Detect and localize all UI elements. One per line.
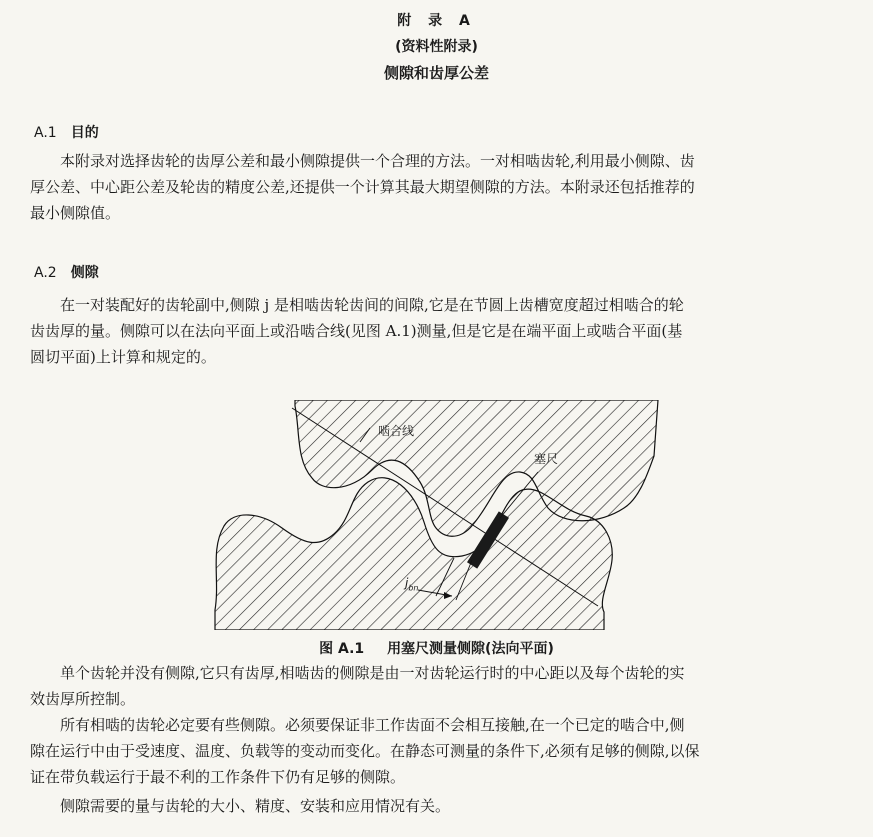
figure-title: 用塞尺测量侧隙(法向平面) [387,641,554,657]
label-backlash [405,576,419,592]
section-paragraph-a2 [30,292,846,370]
backlash-subscript: bn [408,583,419,593]
body-paragraph [30,660,846,712]
section-number: A.1 [34,125,57,141]
body-paragraph [30,793,846,819]
section-title: 目的 [70,125,99,141]
paragraph-line: 在一对装配好的齿轮副中,侧隙 j 是相啮齿轮齿间的间隙,它是在节圆上齿槽宽度超过相啮合的轮 [60,296,684,314]
lower-gear-body [215,478,612,630]
section-title: 侧隙 [70,265,99,281]
paragraph-line: 最小侧隙值。 [30,204,121,222]
paragraph-line: 效齿厚所控制。 [30,690,136,708]
section-heading-a2 [34,262,99,282]
section-number: A.2 [34,265,57,281]
figure-number: 图 A.1 [319,641,365,657]
paragraph-line: 证在带负载运行于最不利的工作条件下仍有足够的侧隙。 [30,768,406,786]
appendix-heading: 侧隙和齿厚公差 [383,64,489,82]
body-paragraph [30,712,846,790]
figure-gear-backlash [200,400,680,630]
paragraph-line: 侧隙需要的量与齿轮的大小、精度、安装和应用情况有关。 [60,797,451,815]
label-line-of-action: 啮合线 [378,424,415,438]
figure-caption [0,638,873,658]
label-feeler-gauge: 塞尺 [534,452,559,466]
backlash-symbol: j [405,576,409,590]
appendix-title: 附 录 A [397,13,476,29]
section-paragraph-a1 [30,148,846,226]
gear-mesh-drawing [200,400,680,630]
paragraph-line: 厚公差、中心距公差及轮齿的精度公差,还提供一个计算其最大期望侧隙的方法。本附录还包括推荐的 [30,178,695,196]
paragraph-line: 齿齿厚的量。侧隙可以在法向平面上或沿啮合线(见图 A.1)测量,但是它是在端平面上或啮合平面(基 [30,322,683,340]
section-heading-a1 [34,122,99,142]
paragraph-line: 单个齿轮并没有侧隙,它只有齿厚,相啮齿的侧隙是由一对齿轮运行时的中心距以及每个齿轮的实 [60,664,685,682]
paragraph-line: 圆切平面)上计算和规定的。 [30,348,216,366]
appendix-subtitle: (资料性附录) [395,39,478,55]
paragraph-line: 本附录对选择齿轮的齿厚公差和最小侧隙提供一个合理的方法。一对相啮齿轮,利用最小侧隙、齿 [60,152,695,170]
paragraph-line: 所有相啮的齿轮必定要有些侧隙。必须要保证非工作齿面不会相互接触,在一个已定的啮合中,侧 [60,716,685,734]
paragraph-line: 隙在运行中由于受速度、温度、负载等的变动而变化。在静态可测量的条件下,必须有足够的侧隙,以保 [30,742,700,760]
